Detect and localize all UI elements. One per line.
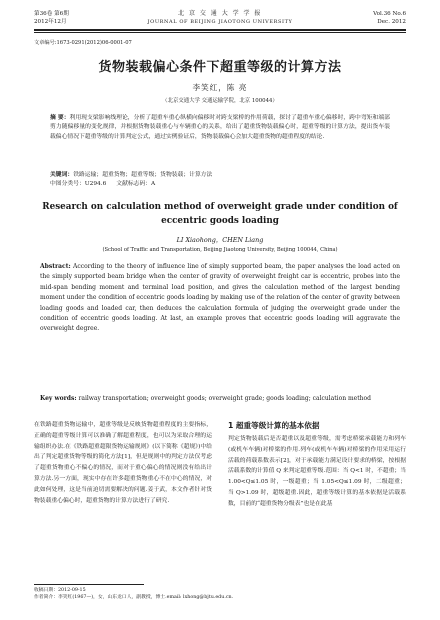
abstract-cn-text: 利用现支梁影响线理论，分析了超重车重心纵横向偏移时对跨支梁桥的作用荷载，探讨了超重车重心偏移时，跨中弯矩和端部剪力随偏移量的变化规律，并根据货物装载重心与车辆重心的关系，给出了超重货物装载偏心时，超重等级的计算方法，提出货车装载偏心情况下超重等级的计算判定公式，通过实例验证后，货物装载偏心会加大超重货物的超重程度的结论. <box>50 115 390 140</box>
keywords-cn-label: 关键词： <box>50 172 74 178</box>
affiliation-cn: （北京交通大学 交通运输学院，北京 100044） <box>162 98 278 104</box>
footnote-rule <box>34 584 144 585</box>
abstract-cn <box>50 114 390 142</box>
title-en: Research on calculation method of overweight grade under condition of eccentric goods loading <box>42 202 398 226</box>
header-volume: 第36卷 第6期 <box>34 11 69 17</box>
footnotes <box>34 587 406 601</box>
header-month-year: Dec. 2012 <box>377 19 406 25</box>
abstract-en-text: According to the theory of influence line of simply supported beam, the paper analyses the load acted on the simply supported beam bridge when the center of gravity of overweight freight car is eccentric, probes into the mid-span bending moment and terminal load position, and gives the calculation method of the largest bending moment under the condition of eccentric goods loading by making use of the relation of the center of gravity between loading goods and loaded car, then deduces the calculation formula of judging the overweight grade under the condition of eccentric goods loading. At last, an example proves that eccentric goods loading will aggravate the overweight degree. <box>40 263 400 333</box>
header-date: 2012年12月 <box>34 19 67 25</box>
authors-cn: 李笑红，陈 亮 <box>192 83 248 92</box>
authors-en: LI Xiaohong，CHEN Liang <box>176 236 264 244</box>
header-vol-no: Vol.36 No.6 <box>373 11 406 17</box>
abstract-cn-label: 摘 要： <box>50 115 70 121</box>
document-code: 文献标志码：A <box>116 181 156 187</box>
article-number: 文章编号:1673-0291(2012)06-0001-07 <box>34 40 132 46</box>
abstract-en-label: Abstract: <box>40 263 71 270</box>
footnote-received: 收稿日期：2012-09-15 <box>34 588 86 593</box>
section-heading-1: 1 超重等级计算的基本依据 <box>228 421 320 430</box>
title-cn: 货物装载偏心条件下超重等级的计算方法 <box>98 60 342 75</box>
keywords-cn <box>50 171 390 179</box>
header-volume-en <box>373 10 406 26</box>
body-column-right: 判定货物装载后是否超重以及超重等级，需考虑桥梁承载能力和列车(或机车车辆)对桥梁的作用.列车(或机车车辆)对桥梁的作用采用运行活载的荷载系数表示[2]，对于承载能力满足设计要求的桥梁，按根据活载系数的计算值 Q 来判定超重等级.范围：当 Q<1 时，不超重；当 1.00<Q≤1.05 时，一级超重；当 1.05<Q≤1.09 时，二级超重；当 Q>1.09 时，超级超重.因此，超重等级计算的基本依据是活载系数，目前的“超重货物分级表”也是在此基 <box>228 436 406 507</box>
header-rule-thin <box>34 32 406 33</box>
affiliation-en: (School of Traffic and Transportation, Beijing Jiaotong University, Beijing 100044, China) <box>102 247 338 253</box>
clc-number: 中图分类号：U294.6 <box>50 181 107 187</box>
keywords-en <box>40 395 400 404</box>
header-rule-thick <box>34 29 406 31</box>
footnote-author: 作者简介：李笑红(1967—)，女，山东龙口人，副教授，博士.email: lxhong@bjtu.edu.cn. <box>34 595 234 601</box>
header-journal-name <box>114 10 326 26</box>
header-volume-date <box>34 10 69 26</box>
keywords-cn-text: 铁路运输；超重货物；超重等级；货物装载；计算方法 <box>73 172 213 178</box>
journal-name-en: JOURNAL OF BEIJING JIAOTONG UNIVERSITY <box>147 19 293 25</box>
keywords-en-text: railway transportation; overweight goods; overweight grade; goods loading; calculation method <box>78 395 371 402</box>
classification-cn <box>50 180 390 188</box>
journal-name-cn: 北 京 交 通 大 学 学 报 <box>178 10 262 17</box>
body-column-left: 在铁路超重货物运输中，超重等级是反映货物超重程度的主要指标，正确的超重等级计算可以准确了解超重程度，也可以为采取合理的运输组织办法.在《铁路超重超限货物运输规则》(以下简称《超规》)中给出了判定超重货物等级的简化方法[1]，但是规则中的判定方法仅考虑了超重货物重心不偏心的情况，而对于重心偏心的情况则没有给出计算方法.另一方面，现实中存在许多超重货物重心不在中心的情况，对此如何处理，这是当前迫切需要解决的问题.姜于武，本文作者针对货物装载重心偏心时，超重货物的计算方法进行了研究. <box>34 422 212 504</box>
keywords-en-label: Key words: <box>40 395 77 402</box>
abstract-en <box>40 262 400 335</box>
